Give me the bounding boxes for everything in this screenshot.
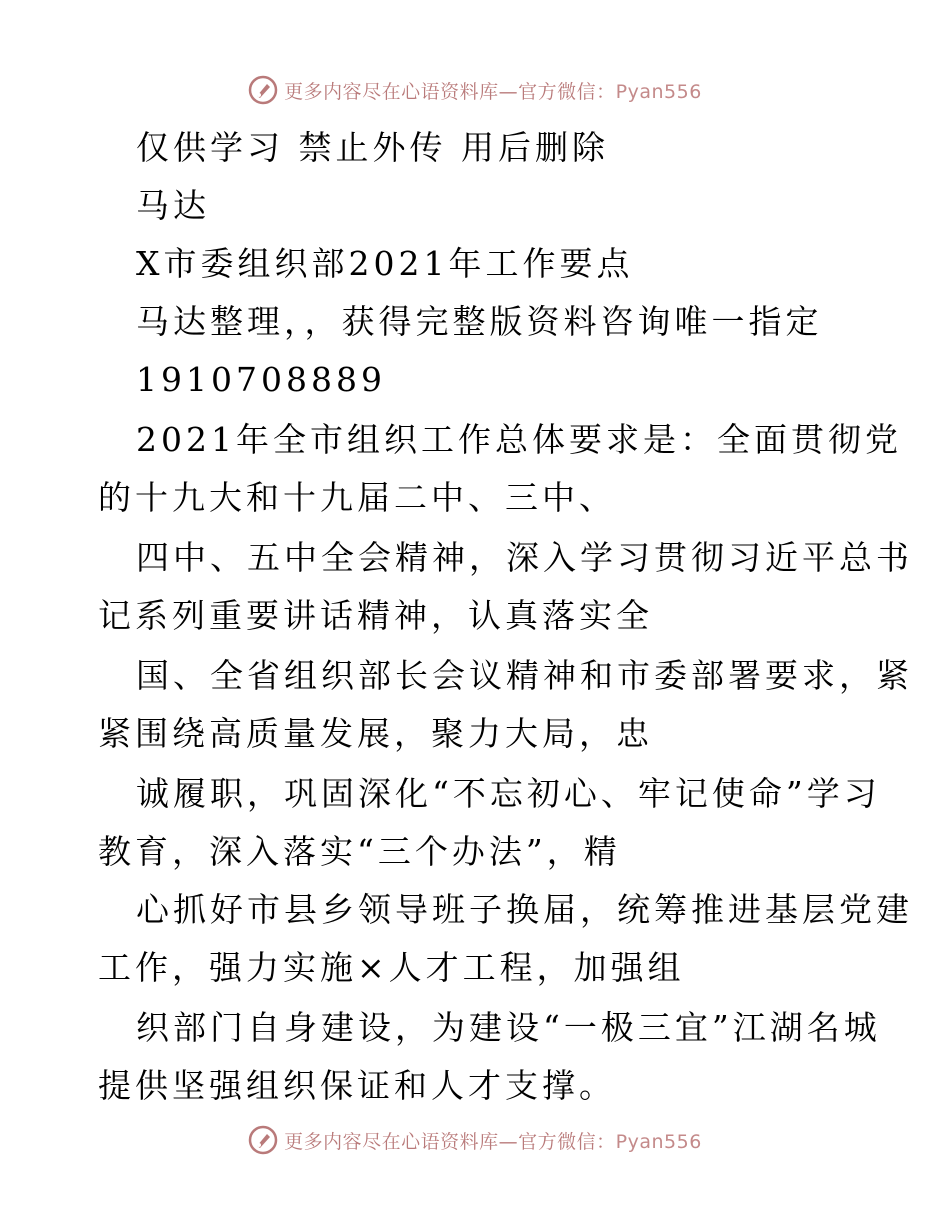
body-line: 紧围绕高质量发展，聚力大局，忠	[98, 714, 653, 753]
pen-nib-logo-icon	[248, 75, 278, 105]
body-line: 的十九大和十九届二中、三中、	[98, 478, 616, 517]
author-line: 马达	[136, 186, 210, 225]
watermark-wechat-id: Pyan556	[615, 80, 702, 103]
body-line: 教育，深入落实“三个办法”，精	[98, 832, 621, 871]
notice-line: 仅供学习 禁止外传 用后删除	[136, 128, 609, 167]
watermark-text: 更多内容尽在心语资料库—官方微信：Pyan556	[284, 80, 702, 103]
body-line: 工作，强力实施×人才工程，加强组	[98, 948, 685, 987]
body-line: 织部门自身建设，为建设“一极三宜”江湖名城	[136, 1008, 881, 1047]
body-line: 四中、五中全会精神，深入学习贯彻习近平总书	[136, 538, 913, 577]
watermark-wechat-id: Pyan556	[615, 1130, 702, 1153]
body-line: 记系列重要讲话精神，认真落实全	[98, 596, 653, 635]
watermark-text: 更多内容尽在心语资料库—官方微信：Pyan556	[284, 1130, 702, 1153]
document-title: X市委组织部2021年工作要点	[136, 244, 634, 283]
body-line: 国、全省组织部长会议精神和市委部署要求，紧	[136, 656, 913, 695]
watermark-footer	[0, 1120, 950, 1160]
pen-nib-logo-icon	[248, 1125, 278, 1155]
body-line: 提供坚强组织保证和人才支撑。	[98, 1066, 616, 1105]
body-line: 2021年全市组织工作总体要求是：全面贯彻党	[136, 420, 902, 459]
body-line: 诚履职，巩固深化“不忘初心、牢记使命”学习	[136, 774, 881, 813]
body-line: 心抓好市县乡领导班子换届，统筹推进基层党建	[136, 890, 913, 929]
compiler-line: 马达整理，，获得完整版资料咨询唯一指定	[136, 302, 823, 341]
contact-number: 1910708889	[136, 360, 386, 399]
watermark-header	[0, 70, 950, 110]
